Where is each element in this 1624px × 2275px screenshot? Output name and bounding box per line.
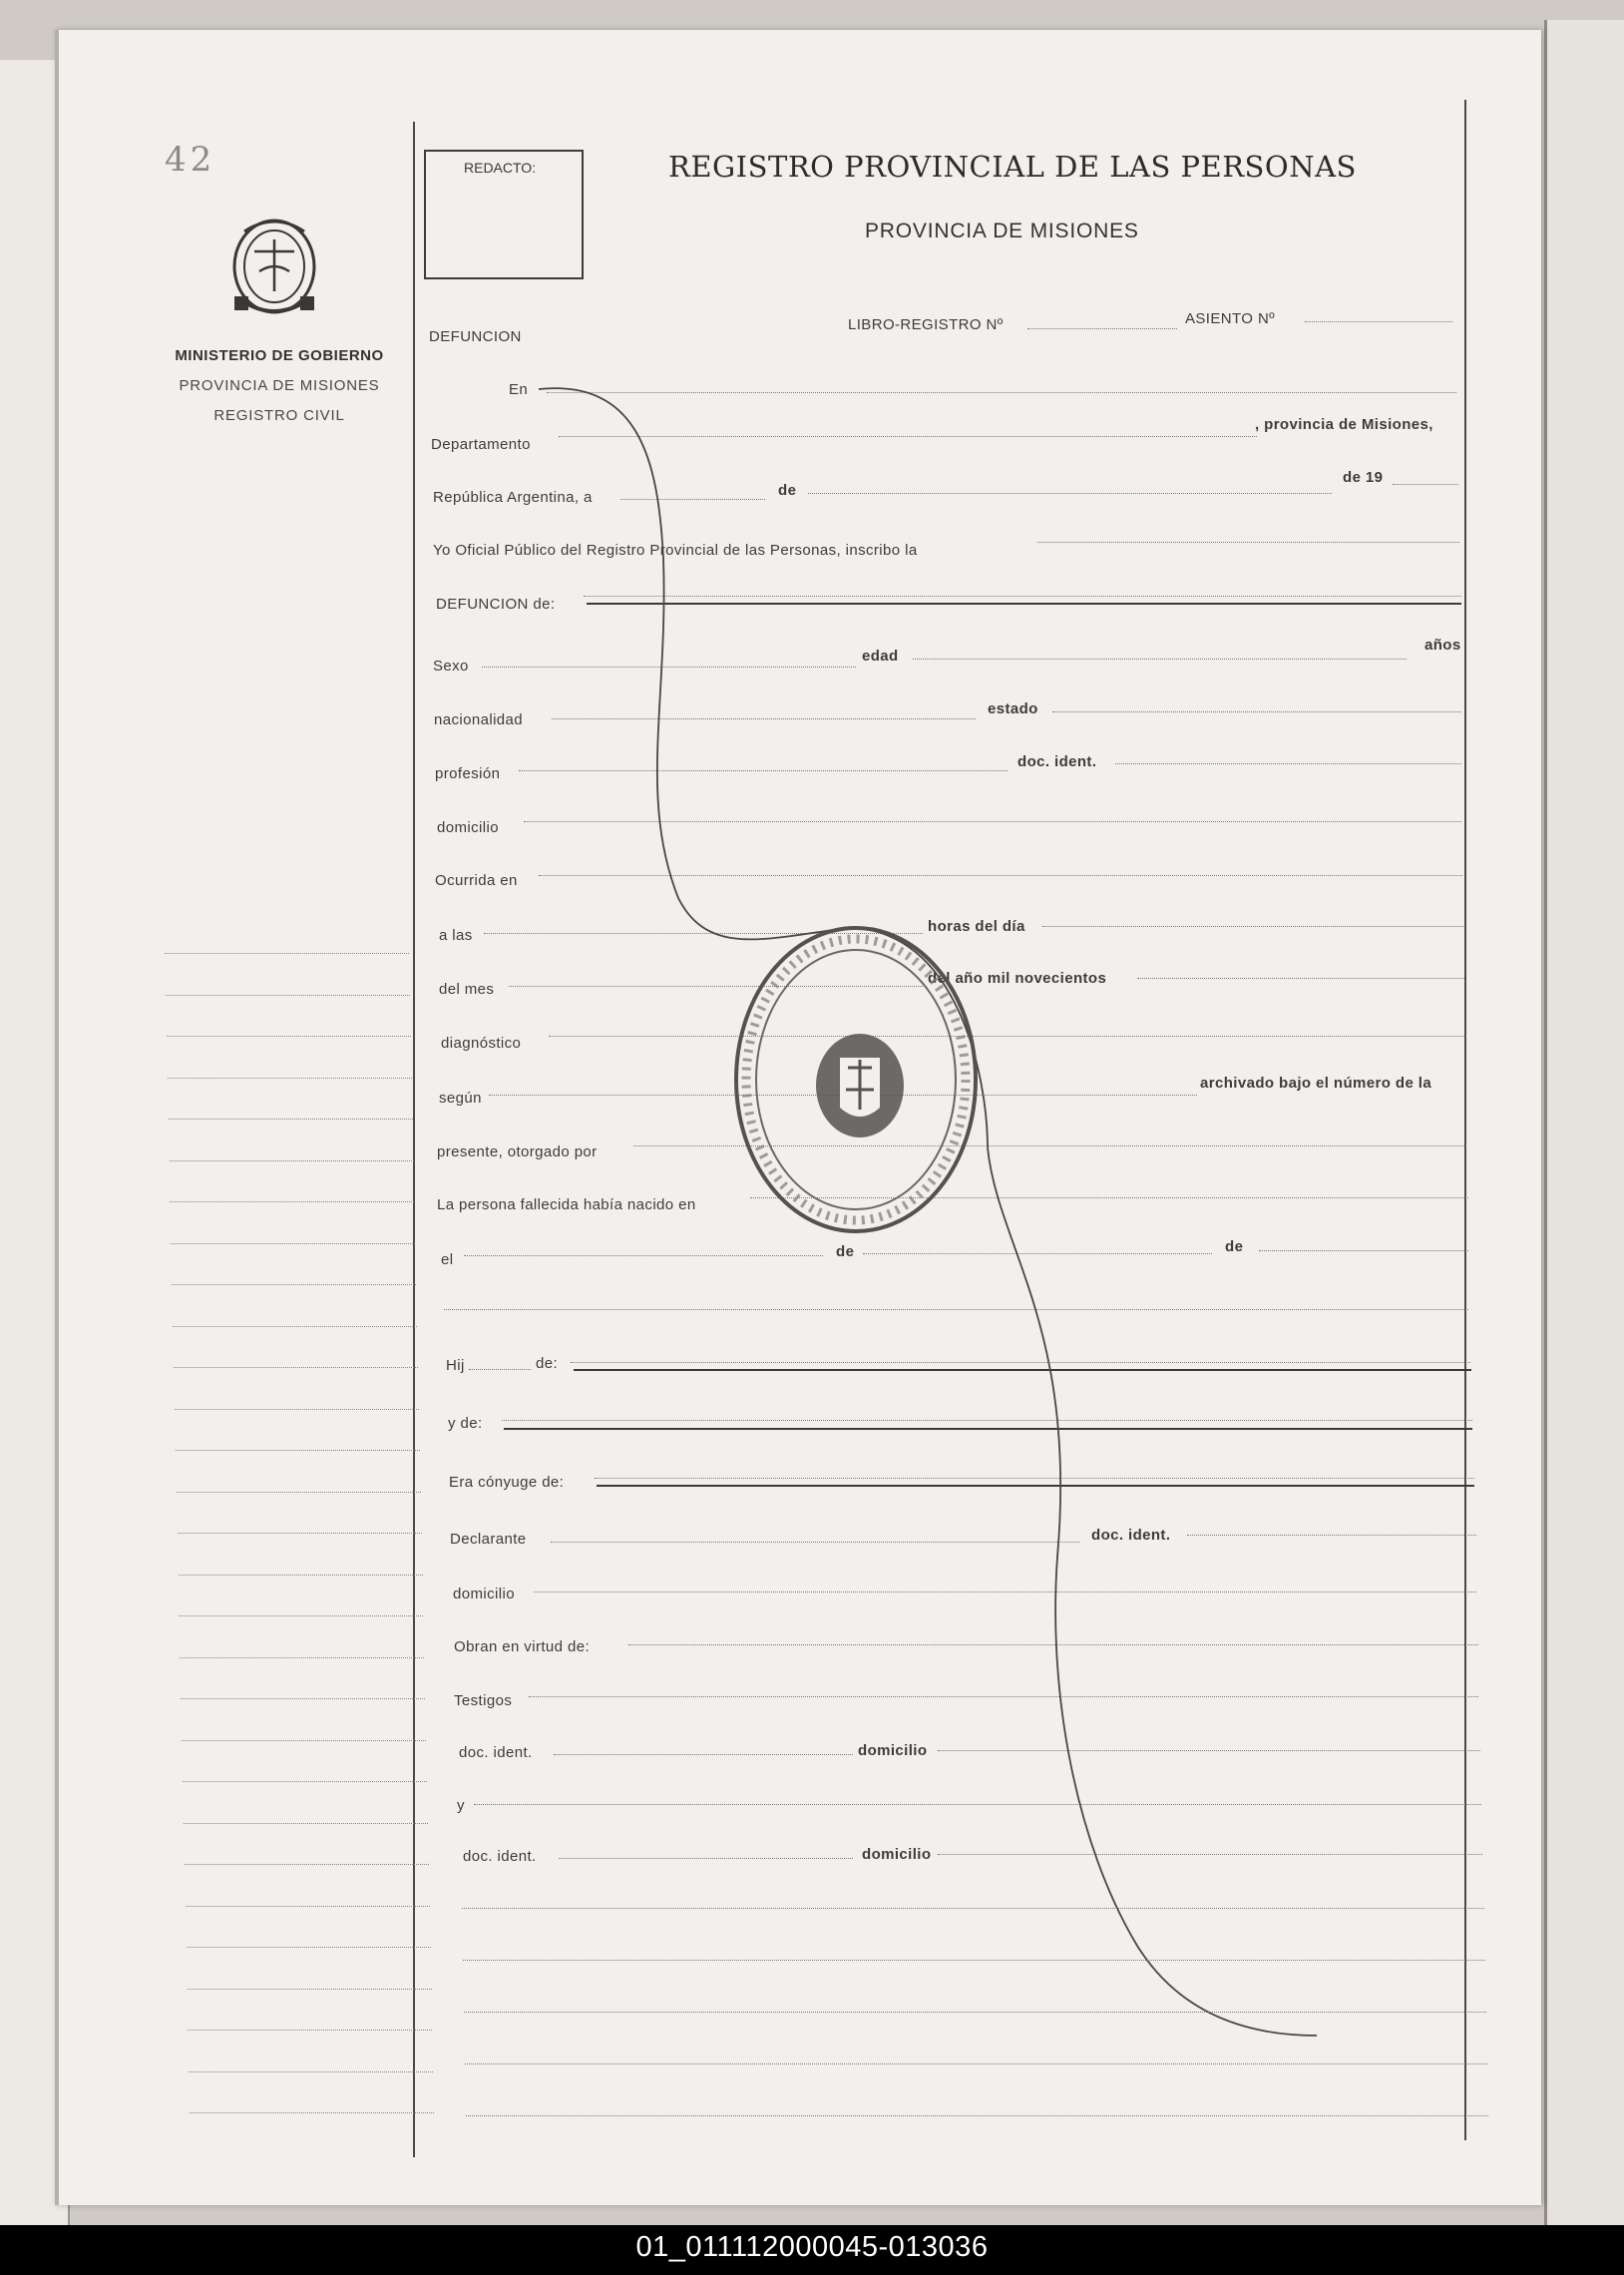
blank-form-line [466, 2115, 1488, 2116]
hij-field [469, 1369, 531, 1370]
a-las-field [484, 933, 923, 934]
blank-form-line [465, 2063, 1487, 2064]
conyuge-dots [595, 1478, 1474, 1479]
ministry-line2: PROVINCIA DE MISIONES [179, 377, 380, 394]
dia-field [1042, 926, 1463, 927]
defuncion-de-label: DEFUNCION de: [436, 596, 556, 613]
defuncion-name-line [587, 603, 1461, 605]
margin-rule-line [183, 1781, 427, 1782]
margin-rule-line [190, 2112, 434, 2113]
ano-field [1137, 978, 1464, 979]
margin-rule-line [172, 1284, 416, 1285]
month-field [808, 493, 1332, 494]
margin-rule-line [178, 1533, 422, 1534]
margin-rule-line [170, 1201, 414, 1202]
en-label: En [509, 381, 529, 398]
defuncion-name-dots [584, 596, 1461, 597]
sexo-label: Sexo [433, 658, 469, 675]
doc-ident-label-1: doc. ident. [1017, 753, 1097, 770]
doc-ident-field-4 [559, 1858, 853, 1859]
ocurrida-en-field [539, 875, 1462, 876]
image-caption: 01_011112000045-013036 [635, 2231, 989, 2263]
blank-form-line [462, 1908, 1484, 1909]
persona-fallecida-label: La persona fallecida había nacido en [437, 1196, 696, 1213]
obran-field [628, 1644, 1478, 1645]
asiento-label: ASIENTO Nº [1185, 310, 1276, 327]
domicilio-label-2: domicilio [453, 1586, 515, 1602]
testigos-field [529, 1696, 1478, 1697]
del-mes-label: del mes [439, 981, 495, 998]
segun-field [489, 1095, 1197, 1096]
de-19-label: de 19 [1343, 469, 1384, 486]
blank-form-line [463, 1960, 1485, 1961]
diagnostico-label: diagnóstico [441, 1035, 522, 1052]
nacionalidad-field [552, 718, 976, 719]
margin-rule-line [176, 1450, 420, 1451]
libro-registro-label: LIBRO-REGISTRO Nº [848, 316, 1004, 333]
provincia-misiones-label: , provincia de Misiones, [1255, 416, 1433, 433]
diagnostico-field [549, 1036, 1466, 1037]
presente-label: presente, otorgado por [437, 1143, 598, 1160]
margin-rule-line [174, 1367, 418, 1368]
record-type-label: DEFUNCION [429, 328, 522, 345]
margin-rule-line [179, 1575, 423, 1576]
margin-rule-line [181, 1698, 425, 1699]
domicilio-label-4: domicilio [862, 1846, 932, 1863]
de-month-label: de [778, 482, 797, 499]
hij-de-line [574, 1369, 1471, 1371]
blank-line-1 [444, 1309, 1468, 1310]
hij-label: Hij [446, 1357, 465, 1374]
margin-rule-line [175, 1409, 419, 1410]
republica-label: República Argentina, a [433, 489, 593, 506]
ocurrida-en-label: Ocurrida en [435, 872, 518, 889]
margin-rule-line [166, 995, 410, 996]
domicilio-label-1: domicilio [437, 819, 499, 836]
frame-right-line [1464, 100, 1466, 2140]
conyuge-label: Era cónyuge de: [449, 1474, 565, 1491]
margin-rule-line [189, 2071, 433, 2072]
y-field [474, 1804, 1481, 1805]
margin-rule-line [177, 1492, 421, 1493]
domicilio-field-4 [938, 1854, 1482, 1855]
margin-rule-line [169, 1119, 413, 1120]
margin-rule-line [167, 1036, 411, 1037]
margin-rule-line [188, 1989, 432, 1990]
domicilio-field-3 [938, 1750, 1480, 1751]
asiento-field [1305, 321, 1452, 322]
margin-rule-line [171, 1243, 415, 1244]
margin-rule-line [180, 1657, 424, 1658]
doc-ident-label-4: doc. ident. [463, 1848, 537, 1865]
margin-rule-line [185, 1864, 429, 1865]
registry-title: REGISTRO PROVINCIAL DE LAS PERSONAS [668, 150, 1357, 184]
margin-rule-line [168, 1078, 412, 1079]
domicilio-label-3: domicilio [858, 1742, 928, 1759]
profesion-field [519, 770, 1008, 771]
a-las-label: a las [439, 927, 473, 944]
margin-rule-line [170, 1160, 414, 1161]
frame-left-line [413, 122, 415, 2157]
y-de-line [504, 1428, 1472, 1430]
doc-ident-label-2: doc. ident. [1091, 1527, 1171, 1544]
doc-ident-field-2 [1187, 1535, 1476, 1536]
y-label: y [457, 1797, 465, 1814]
sexo-field [482, 667, 856, 668]
hij-de-dots [571, 1362, 1470, 1363]
edad-field [913, 659, 1407, 660]
segun-label: según [439, 1090, 482, 1107]
profesion-label: profesión [435, 765, 501, 782]
declarante-label: Declarante [450, 1531, 527, 1548]
en-field [547, 392, 1456, 393]
testigos-label: Testigos [454, 1692, 513, 1709]
registry-subtitle: PROVINCIA DE MISIONES [865, 220, 1139, 242]
margin-rule-line [184, 1823, 428, 1824]
presente-field [633, 1145, 1466, 1146]
de-field-2 [863, 1253, 1212, 1254]
margin-rule-line [173, 1326, 417, 1327]
obran-label: Obran en virtud de: [454, 1638, 591, 1655]
ministry-header [150, 347, 409, 424]
persona-fallecida-field [750, 1197, 1468, 1198]
year-field [1393, 484, 1458, 485]
nacionalidad-label: nacionalidad [434, 711, 524, 728]
estado-field [1052, 711, 1461, 712]
del-mes-field [509, 986, 923, 987]
el-field [464, 1255, 823, 1256]
y-de-dots [502, 1420, 1472, 1421]
margin-rule-line [188, 2030, 432, 2031]
anos-label: años [1424, 637, 1461, 654]
margin-rule-line [165, 953, 409, 954]
page-number: 42 [165, 140, 216, 180]
horas-del-dia-label: horas del día [928, 918, 1025, 935]
blank-form-line [464, 2012, 1486, 2013]
hij-de-label: de: [536, 1355, 559, 1372]
libro-registro-field [1027, 328, 1177, 329]
departamento-label: Departamento [431, 436, 531, 453]
departamento-field [559, 436, 1257, 437]
declarante-field [551, 1542, 1079, 1543]
margin-rule-line [186, 1906, 430, 1907]
republica-day-field [620, 499, 765, 500]
yo-oficial-label: Yo Oficial Público del Registro Provincial de las Personas, inscribo la [433, 542, 918, 559]
estado-label: estado [988, 700, 1038, 717]
conyuge-line [597, 1485, 1474, 1487]
margin-rule-line [187, 1947, 431, 1948]
de-field-3 [1259, 1250, 1468, 1251]
yo-oficial-field [1037, 542, 1459, 543]
ministry-line1: MINISTERIO DE GOBIERNO [175, 347, 384, 364]
de-label-3: de [1225, 1238, 1244, 1255]
doc-ident-field-1 [1115, 763, 1461, 764]
y-de-label: y de: [448, 1415, 483, 1432]
del-ano-label: del año mil novecientos [928, 970, 1107, 987]
margin-rule-line [182, 1740, 426, 1741]
doc-ident-label-3: doc. ident. [459, 1744, 533, 1761]
doc-ident-field-3 [554, 1754, 853, 1755]
next-page-edge [1544, 20, 1624, 2225]
el-label: el [441, 1251, 454, 1268]
domicilio-field-1 [524, 821, 1461, 822]
de-label-2: de [836, 1243, 855, 1260]
margin-rule-line [179, 1615, 423, 1616]
archivado-label: archivado bajo el número de la [1200, 1075, 1432, 1092]
ministry-line3: REGISTRO CIVIL [213, 407, 345, 424]
provincial-coat-of-arms-icon [224, 212, 324, 326]
redacto-label: REDACTO: [464, 160, 537, 176]
edad-label: edad [862, 648, 899, 665]
